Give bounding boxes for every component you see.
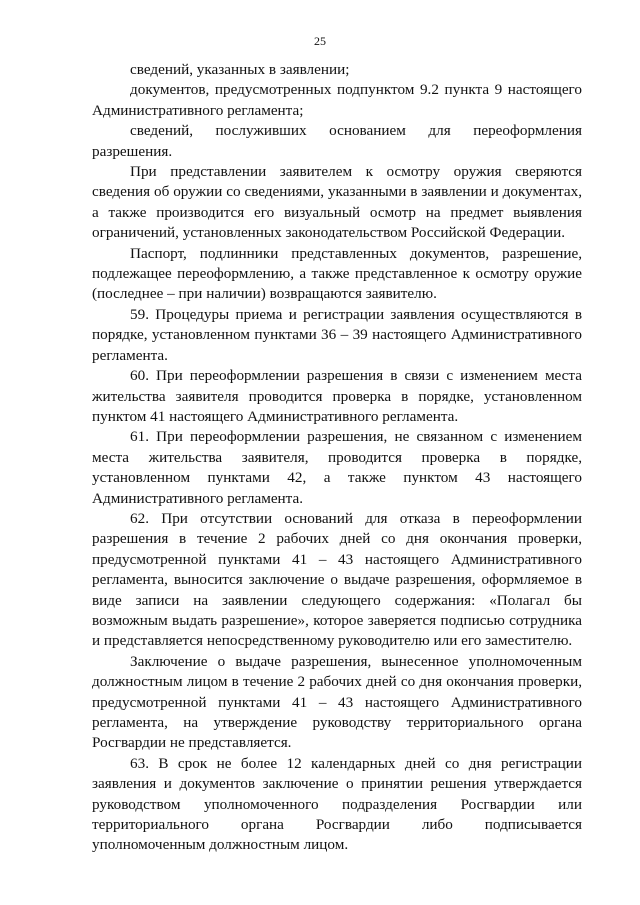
paragraph-clause-62: 62. При отсутствии оснований для отказа в переоформлении разрешения в течение 2 рабочих дней со дня окончания проверки, предусмотренной пунктами 41 – 43 настоящего Административного регламента, выносится заключение о выдаче разрешения, оформляемое в виде записи на заявлении следующего содержания: «Полагал бы возможным выдать разрешение», которое заверяется подписью сотрудника и представляется непосредственному руководителю или его заместителю. (92, 509, 582, 650)
paragraph-clause-59: 59. Процедуры приема и регистрации заявления осуществляются в порядке, установленном пунктами 36 – 39 настоящего Административного регламента. (92, 305, 582, 364)
paragraph-weapon-inspection: При представлении заявителем к осмотру оружия сверяются сведения об оружии со сведениями, указанными в заявлении и документах, а также производится его визуальный осмотр на предмет выявления ограничений, установленных законодательством Российской Федерации. (92, 163, 582, 242)
paragraph-documents-returned: Паспорт, подлинники представленных документов, разрешение, подлежащее переоформлению, а также представленное к осмотру оружие (последнее – при наличии) возвращаются заявителю. (92, 244, 582, 303)
document-body (92, 60, 582, 856)
page-number: 25 (314, 34, 326, 48)
paragraph-basis-for-reissue: сведений, послуживших основанием для переоформления разрешения. (92, 122, 582, 160)
paragraph-clause-61: 61. При переоформлении разрешения, не связанном с изменением места жительства заявителя, проводится проверка в порядке, установленном пунктами 42, а также пунктом 43 настоящего Административного регламента. (92, 428, 582, 507)
paragraph-info-in-application: сведений, указанных в заявлении; (130, 61, 350, 78)
paragraph-documents-subclause: документов, предусмотренных подпунктом 9.2 пункта 9 настоящего Административного регламента; (92, 81, 582, 119)
paragraph-clause-60: 60. При переоформлении разрешения в связи с изменением места жительства заявителя проводится проверка в порядке, установленном пунктом 41 настоящего Административного регламента. (92, 367, 582, 425)
paragraph-conclusion-approval: Заключение о выдаче разрешения, вынесенное уполномоченным должностным лицом в течение 2 рабочих дней со дня окончания проверки, предусмотренной пунктами 41 – 43 настоящего Административного регламента, на утверждение руководству территориального органа Росгвардии не представляется. (92, 652, 582, 752)
paragraph-clause-63: 63. В срок не более 12 календарных дней со дня регистрации заявления и документов заключение о принятии решения утверждается руководством уполномоченного подразделения Росгвардии или территориального органа Росгвардии либо подписывается уполномоченным должностным лицом. (92, 754, 582, 854)
